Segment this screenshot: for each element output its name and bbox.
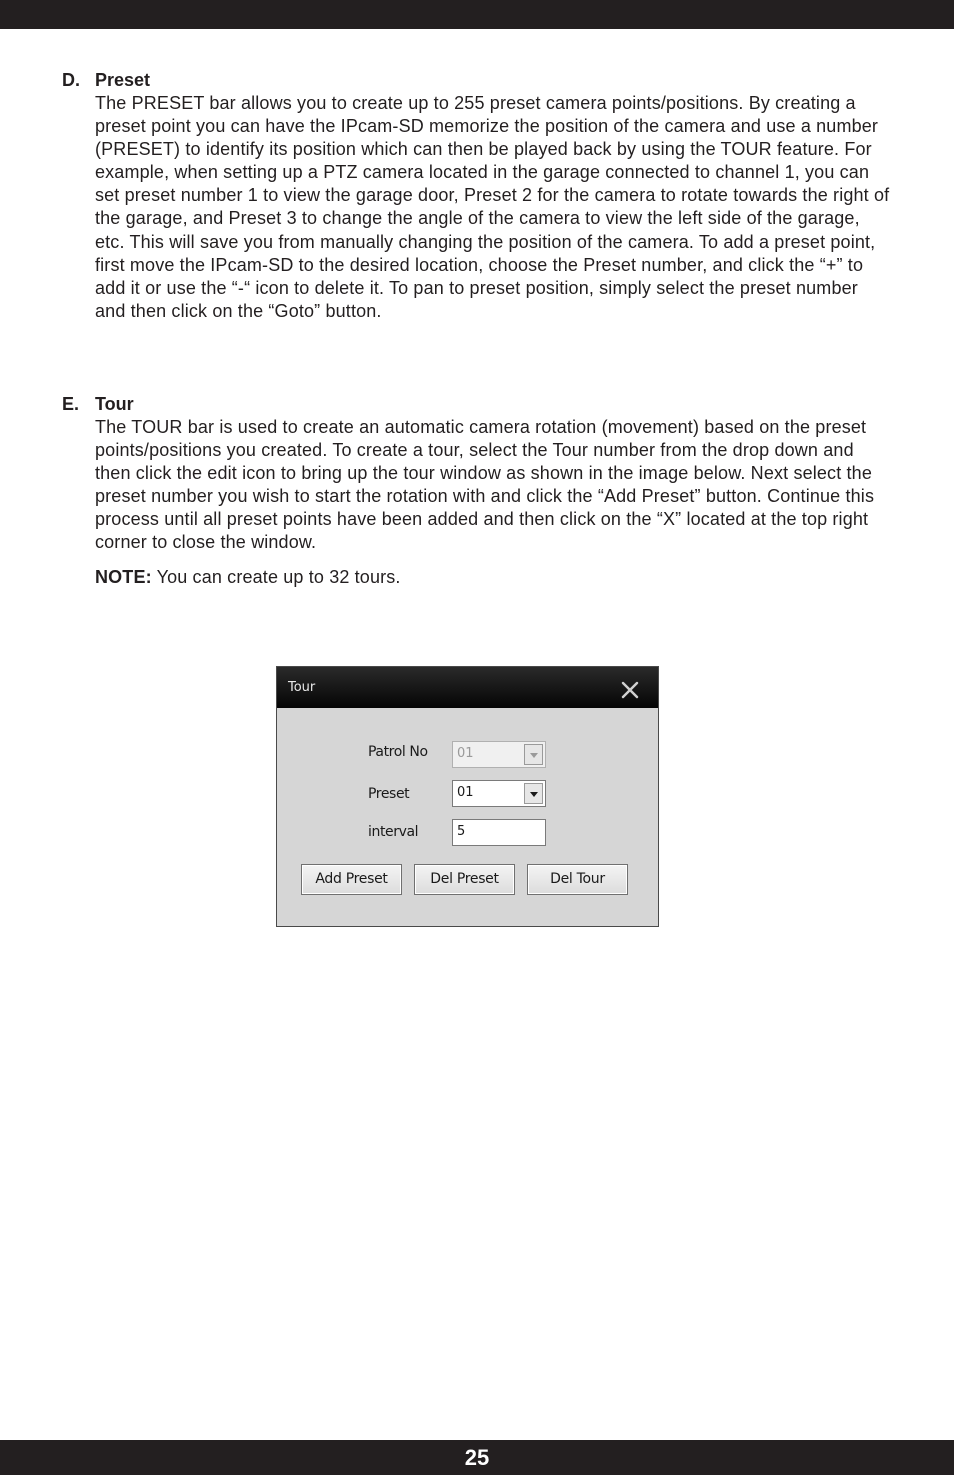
section-letter: D. [62,70,80,90]
tour-dialog [276,666,659,927]
header-bar [0,0,954,29]
preset-value: 01 [457,785,474,800]
note-label: NOTE: [95,566,152,587]
section-body: The PRESET bar allows you to create up to 255 preset camera points/positions. By creating a preset point you can have the IPcam-SD memorize the position of the camera and use a number (PRESET) to identify its position which can then be played back by using the TOUR feature. For example, when setting up a PTZ camera located in the garage connected to channel 1, you can set preset number 1 to view the garage door, Preset 2 for the camera to rotate towards the right of the garage, and Preset 3 to change the angle of the camera to view the left side of the garage, etc. This will save you from manually changing the position of the camera. To add a preset point, first move the IPcam-SD to the desired location, choose the Preset number, and click the “+” to add it or use the “-“ icon to delete it. To pan to preset position, simply select the preset number and then click on the “Goto” button. [95,93,890,321]
page-number: 25 [464,1445,490,1470]
section-preset [62,69,892,323]
dialog-title: Tour [288,680,316,695]
section-letter: E. [62,394,80,414]
add-preset-button[interactable]: Add Preset [301,864,402,895]
interval-label: interval [368,824,419,840]
interval-input[interactable] [452,819,546,846]
patrol-no-select [452,741,546,768]
close-x-icon[interactable] [620,680,640,700]
chevron-down-icon [524,744,543,765]
section-heading [62,393,892,416]
footer-bar [0,1440,954,1475]
note [95,566,892,589]
section-tour [62,393,892,589]
interval-value: 5 [457,824,466,839]
chevron-down-icon[interactable] [524,783,543,804]
note-text: You can create up to 32 tours. [151,566,401,587]
patrol-no-value: 01 [457,746,474,761]
preset-select[interactable] [452,780,546,807]
preset-label: Preset [368,786,410,802]
section-title: Preset [95,70,151,90]
section-heading [62,69,892,92]
section-body: The TOUR bar is used to create an automatic camera rotation (movement) based on the preset points/positions you created. To create a tour, select the Tour number from the drop down and then click the edit icon to bring up the tour window as shown in the image below. Next select the preset number you wish to start the rotation with and click the “Add Preset” button. Continue this process until all preset points have been added and then click on the “X” located at the top right corner to close the window. [95,417,875,553]
patrol-no-label: Patrol No [368,744,428,760]
del-tour-button[interactable]: Del Tour [527,864,628,895]
del-preset-button[interactable]: Del Preset [414,864,515,895]
dialog-title-bar [277,667,658,708]
section-title: Tour [95,394,134,414]
